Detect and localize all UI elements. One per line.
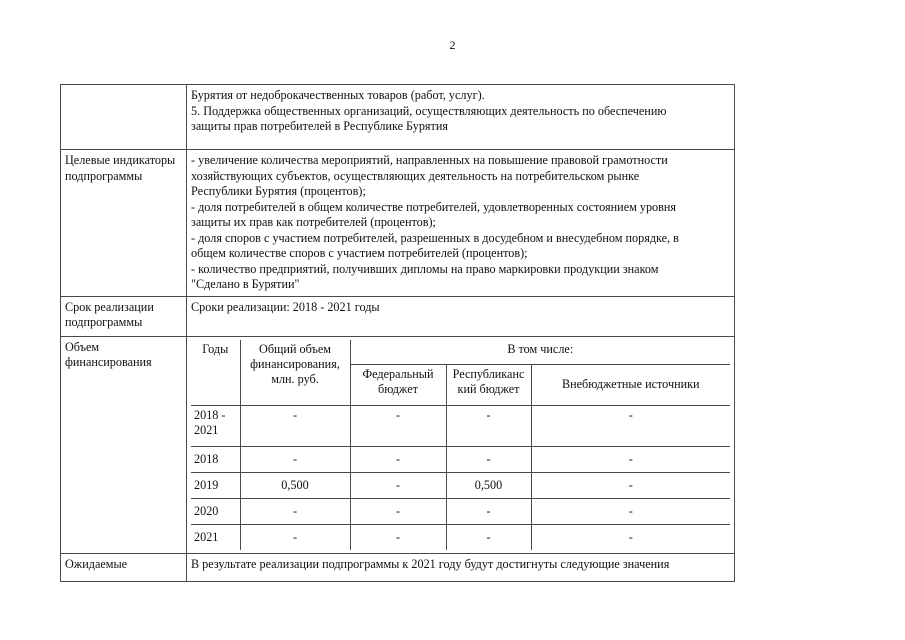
text-line: хозяйствующих субъектов, осуществляющих деятельность на потребительском рынке (191, 168, 640, 183)
federal-cell: - (350, 472, 446, 498)
federal-cell: - (350, 446, 446, 472)
text-line: "Сделано в Бурятии" (191, 277, 300, 291)
extra-cell: - (531, 498, 730, 524)
tasks-text (187, 85, 735, 150)
republican-cell: - (446, 405, 531, 446)
header-including: В том числе: (350, 340, 730, 365)
funding-row (191, 472, 730, 498)
extra-cell: - (531, 446, 730, 472)
text-line: - доля потребителей в общем количестве потребителей, удовлетворенных состоянием уровня (191, 199, 677, 214)
text-line: - увеличение количества мероприятий, направленных на повышение правовой грамотности (191, 153, 668, 167)
header-years: Годы (191, 340, 240, 406)
republican-cell: - (446, 524, 531, 550)
page-number: 2 (449, 38, 456, 52)
funding-row (191, 524, 730, 550)
label-line: Целевые индикаторы (65, 153, 176, 167)
header-republican: Республиканс кий бюджет (446, 364, 531, 405)
funding-table (191, 340, 730, 550)
header-extra: Внебюджетные источники (531, 364, 730, 405)
total-cell: - (240, 498, 350, 524)
year-cell: 2018 - 2021 (191, 405, 240, 446)
row-funding (61, 336, 735, 553)
label-line: подпрограммы (65, 315, 143, 329)
text-line: Республики Бурятия (процентов); (191, 184, 366, 198)
funding-header-row (191, 340, 730, 365)
total-cell: - (240, 446, 350, 472)
year-cell: 2020 (191, 498, 240, 524)
expected-text (187, 553, 735, 581)
row-label-empty (61, 85, 187, 150)
row-label (61, 150, 187, 297)
republican-cell: - (446, 498, 531, 524)
row-expected (61, 553, 735, 581)
text-line: В результате реализации подпрограммы к 2021 году будут достигнуты следующие значения (191, 556, 670, 571)
republican-cell: - (446, 446, 531, 472)
federal-cell: - (350, 524, 446, 550)
federal-cell: - (350, 498, 446, 524)
label-line: финансирования (65, 355, 152, 369)
funding-row (191, 405, 730, 446)
total-cell: - (240, 524, 350, 550)
funding-row (191, 446, 730, 472)
total-cell: 0,500 (240, 472, 350, 498)
text-line: - доля споров с участием потребителей, разрешенных в досудебном и внесудебном порядке, в (191, 230, 679, 245)
text-line: защиты прав потребителей в Республике Бурятия (191, 119, 448, 133)
row-label: Ожидаемые (61, 553, 187, 581)
funding-cell (187, 336, 735, 553)
header-federal: Федеральный бюджет (350, 364, 446, 405)
term-text: Сроки реализации: 2018 - 2021 годы (187, 296, 735, 336)
federal-cell: - (350, 405, 446, 446)
text-line: защиты их прав как потребителей (процентов); (191, 215, 436, 229)
row-tasks-continued (61, 85, 735, 150)
subprogram-passport-table (60, 84, 735, 582)
year-cell: 2021 (191, 524, 240, 550)
total-cell: - (240, 405, 350, 446)
republican-cell: 0,500 (446, 472, 531, 498)
text-line: общем количестве споров с участием потребителей (процентов); (191, 246, 528, 260)
extra-cell: - (531, 405, 730, 446)
row-label (61, 296, 187, 336)
text-line: - количество предприятий, получивших дипломы на право маркировки продукции знаком (191, 261, 659, 276)
label-line: подпрограммы (65, 168, 143, 183)
year-cell: 2019 (191, 472, 240, 498)
header-total: Общий объем финансирования, млн. руб. (240, 340, 350, 406)
indicators-text (187, 150, 735, 297)
funding-row (191, 498, 730, 524)
row-term (61, 296, 735, 336)
text-line: 5. Поддержка общественных организаций, осуществляющих деятельность по обеспечению (191, 103, 667, 118)
row-target-indicators (61, 150, 735, 297)
text-line: Бурятия от недоброкачественных товаров (работ, услуг). (191, 88, 485, 102)
label-line: Объем (65, 339, 100, 354)
extra-cell: - (531, 472, 730, 498)
extra-cell: - (531, 524, 730, 550)
row-label (61, 336, 187, 553)
year-cell: 2018 (191, 446, 240, 472)
label-line: Срок реализации (65, 299, 154, 314)
